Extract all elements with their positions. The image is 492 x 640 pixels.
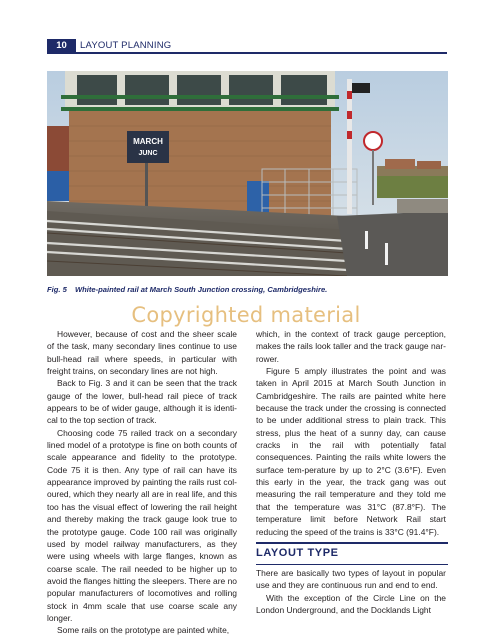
figure-caption-text: White-painted rail at March South Junction crossing, Cambridgeshire. xyxy=(74,285,328,294)
header-rule xyxy=(47,52,447,54)
running-header xyxy=(47,39,447,53)
figure-label: Fig. 5 xyxy=(47,285,67,294)
running-title: LAYOUT PLANNING xyxy=(80,40,172,51)
paragraph: There are basically two types of layout in popular use and they are continuous run and end to end. xyxy=(256,568,446,591)
figure-caption xyxy=(47,285,448,294)
paragraph: Choosing code 75 railed track on a secondary lined model of a prototype is fine on both counts of scale appearance and fidelity to the prototype. Code 75 it is then. Any type of rail can have its appearance improved by painting the rails rust col-oured, which they nearly all are in real life, and this too has the visual effect of lowering the rail height and thereby making the track gauge look true to the prototype gauge. Code 100 rail was originally used by model railway manufacturers, as they were using wheels with large flanges, known as coarse scale. The rail needed to be higher up to avoid the flanges hitting the sleepers. There are no popular manufacturers of locomotives and rolling stock in 4mm scale that use coarse scale any longer. xyxy=(47,427,237,623)
paragraph: With the exception of the Circle Line on the London Underground, and the Docklands Light xyxy=(256,592,446,616)
section-heading: LAYOUT TYPE xyxy=(256,546,339,559)
left-column xyxy=(47,328,237,637)
paragraph: Figure 5 amply illustrates the point and was taken in April 2015 at March South Junction in Cambridgeshire. The rails are painted white here because the track under the crossing is connected to be under additional stress to plain track. This stress, plus the heat of a sunny day, can cause cracks in the rail with potentially fatal consequences. Painting the rails white lowers the surface tem-perature by up to 2°C (3.6°F). Even this early in the year, the track gang was out measuring the rail temperature and they told me that the temperature was 31°C (87.8°F). The temperature limit before Network Rail start reducing the speed of the trains is 33°C (91.4°F). xyxy=(256,366,446,537)
signal-box-crossing-photo xyxy=(47,71,448,276)
section-body xyxy=(256,567,446,616)
copyright-watermark: Copyrighted material xyxy=(131,303,361,327)
paragraph: However, because of cost and the sheer scale of the task, many secondary lines continue to use bull-head rail where speeds, in particular with freight trains, on secondary lines are not high. xyxy=(47,329,237,377)
sign-text-line-1: MARCH xyxy=(133,137,163,146)
section-rule-bottom xyxy=(256,564,448,566)
paragraph: which, in the context of track gauge perception, makes the rails look taller and the track gauge nar-rower. xyxy=(256,329,446,364)
paragraph: Some rails on the prototype are painted white, xyxy=(57,625,230,636)
page-number: 10 xyxy=(47,39,76,52)
figure-photo xyxy=(47,71,448,276)
right-column xyxy=(256,328,446,538)
sign-text-line-2: JUNC xyxy=(138,150,158,157)
paragraph: Back to Fig. 3 and it can be seen that the track gauge of the lower, bull-head rail piece of track appears to be of wider gauge, although it is identi-cal to the top section of track. xyxy=(47,378,237,426)
section-layout-type xyxy=(256,542,448,565)
